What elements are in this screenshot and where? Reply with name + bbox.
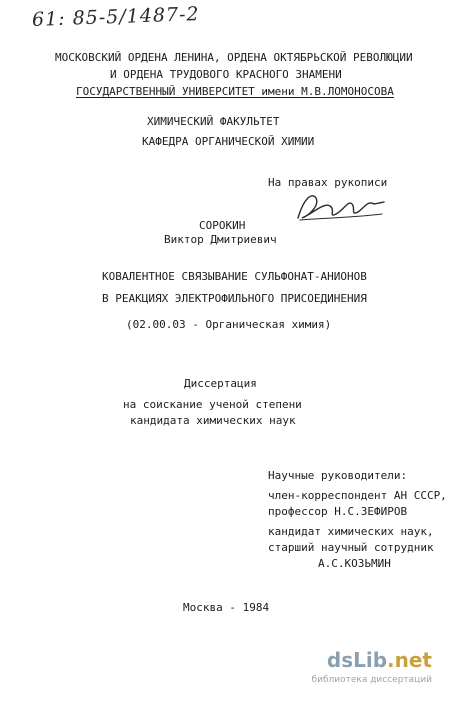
supervisor2-degree: кандидат химических наук,	[268, 525, 434, 538]
university-name-line3: ГОСУДАРСТВЕННЫЙ УНИВЕРСИТЕТ имени М.В.ЛОМОНОСОВА	[76, 85, 394, 98]
degree-purpose: на соискание ученой степени	[123, 398, 302, 411]
university-name-line2: И ОРДЕНА ТРУДОВОГО КРАСНОГО ЗНАМЕНИ	[110, 68, 342, 81]
supervisor2-position: старший научный сотрудник	[268, 541, 434, 554]
thesis-title-line2: В РЕАКЦИЯХ ЭЛЕКТРОФИЛЬНОГО ПРИСОЕДИНЕНИЯ	[102, 292, 367, 305]
department-name: КАФЕДРА ОРГАНИЧЕСКОЙ ХИМИИ	[142, 135, 315, 148]
archive-stamp: 61: 85-5/1487-2	[31, 3, 200, 31]
watermark-brand: dsLib.net	[326, 648, 432, 672]
supervisor1-name: профессор Н.С.ЗЕФИРОВ	[268, 505, 408, 518]
university-name-line1: МОСКОВСКИЙ ОРДЕНА ЛЕНИНА, ОРДЕНА ОКТЯБРЬСКОЙ РЕВОЛЮЦИИ	[55, 51, 413, 64]
degree-label: Диссертация	[184, 377, 257, 390]
author-surname: СОРОКИН	[199, 219, 246, 232]
supervisor2-name: А.С.КОЗЬМИН	[318, 557, 391, 570]
thesis-title-line1: КОВАЛЕНТНОЕ СВЯЗЫВАНИЕ СУЛЬФОНАТ-АНИОНОВ	[102, 270, 367, 283]
watermark-tagline: библиотека диссертаций	[311, 675, 432, 685]
place-and-year: Москва - 1984	[183, 601, 270, 614]
degree-name: кандидата химических наук	[130, 414, 296, 427]
author-given-names: Виктор Дмитриевич	[164, 233, 277, 246]
manuscript-rights-note: На правах рукописи	[268, 176, 388, 189]
faculty-name: ХИМИЧЕСКИЙ ФАКУЛЬТЕТ	[147, 115, 280, 128]
handwritten-signature	[290, 188, 390, 228]
specialty-code: (02.00.03 - Органическая химия)	[126, 318, 332, 331]
dslib-watermark-logo	[292, 648, 442, 694]
supervisor1-rank: член-корреспондент АН СССР,	[268, 489, 447, 502]
supervisors-heading: Научные руководители:	[268, 469, 408, 482]
